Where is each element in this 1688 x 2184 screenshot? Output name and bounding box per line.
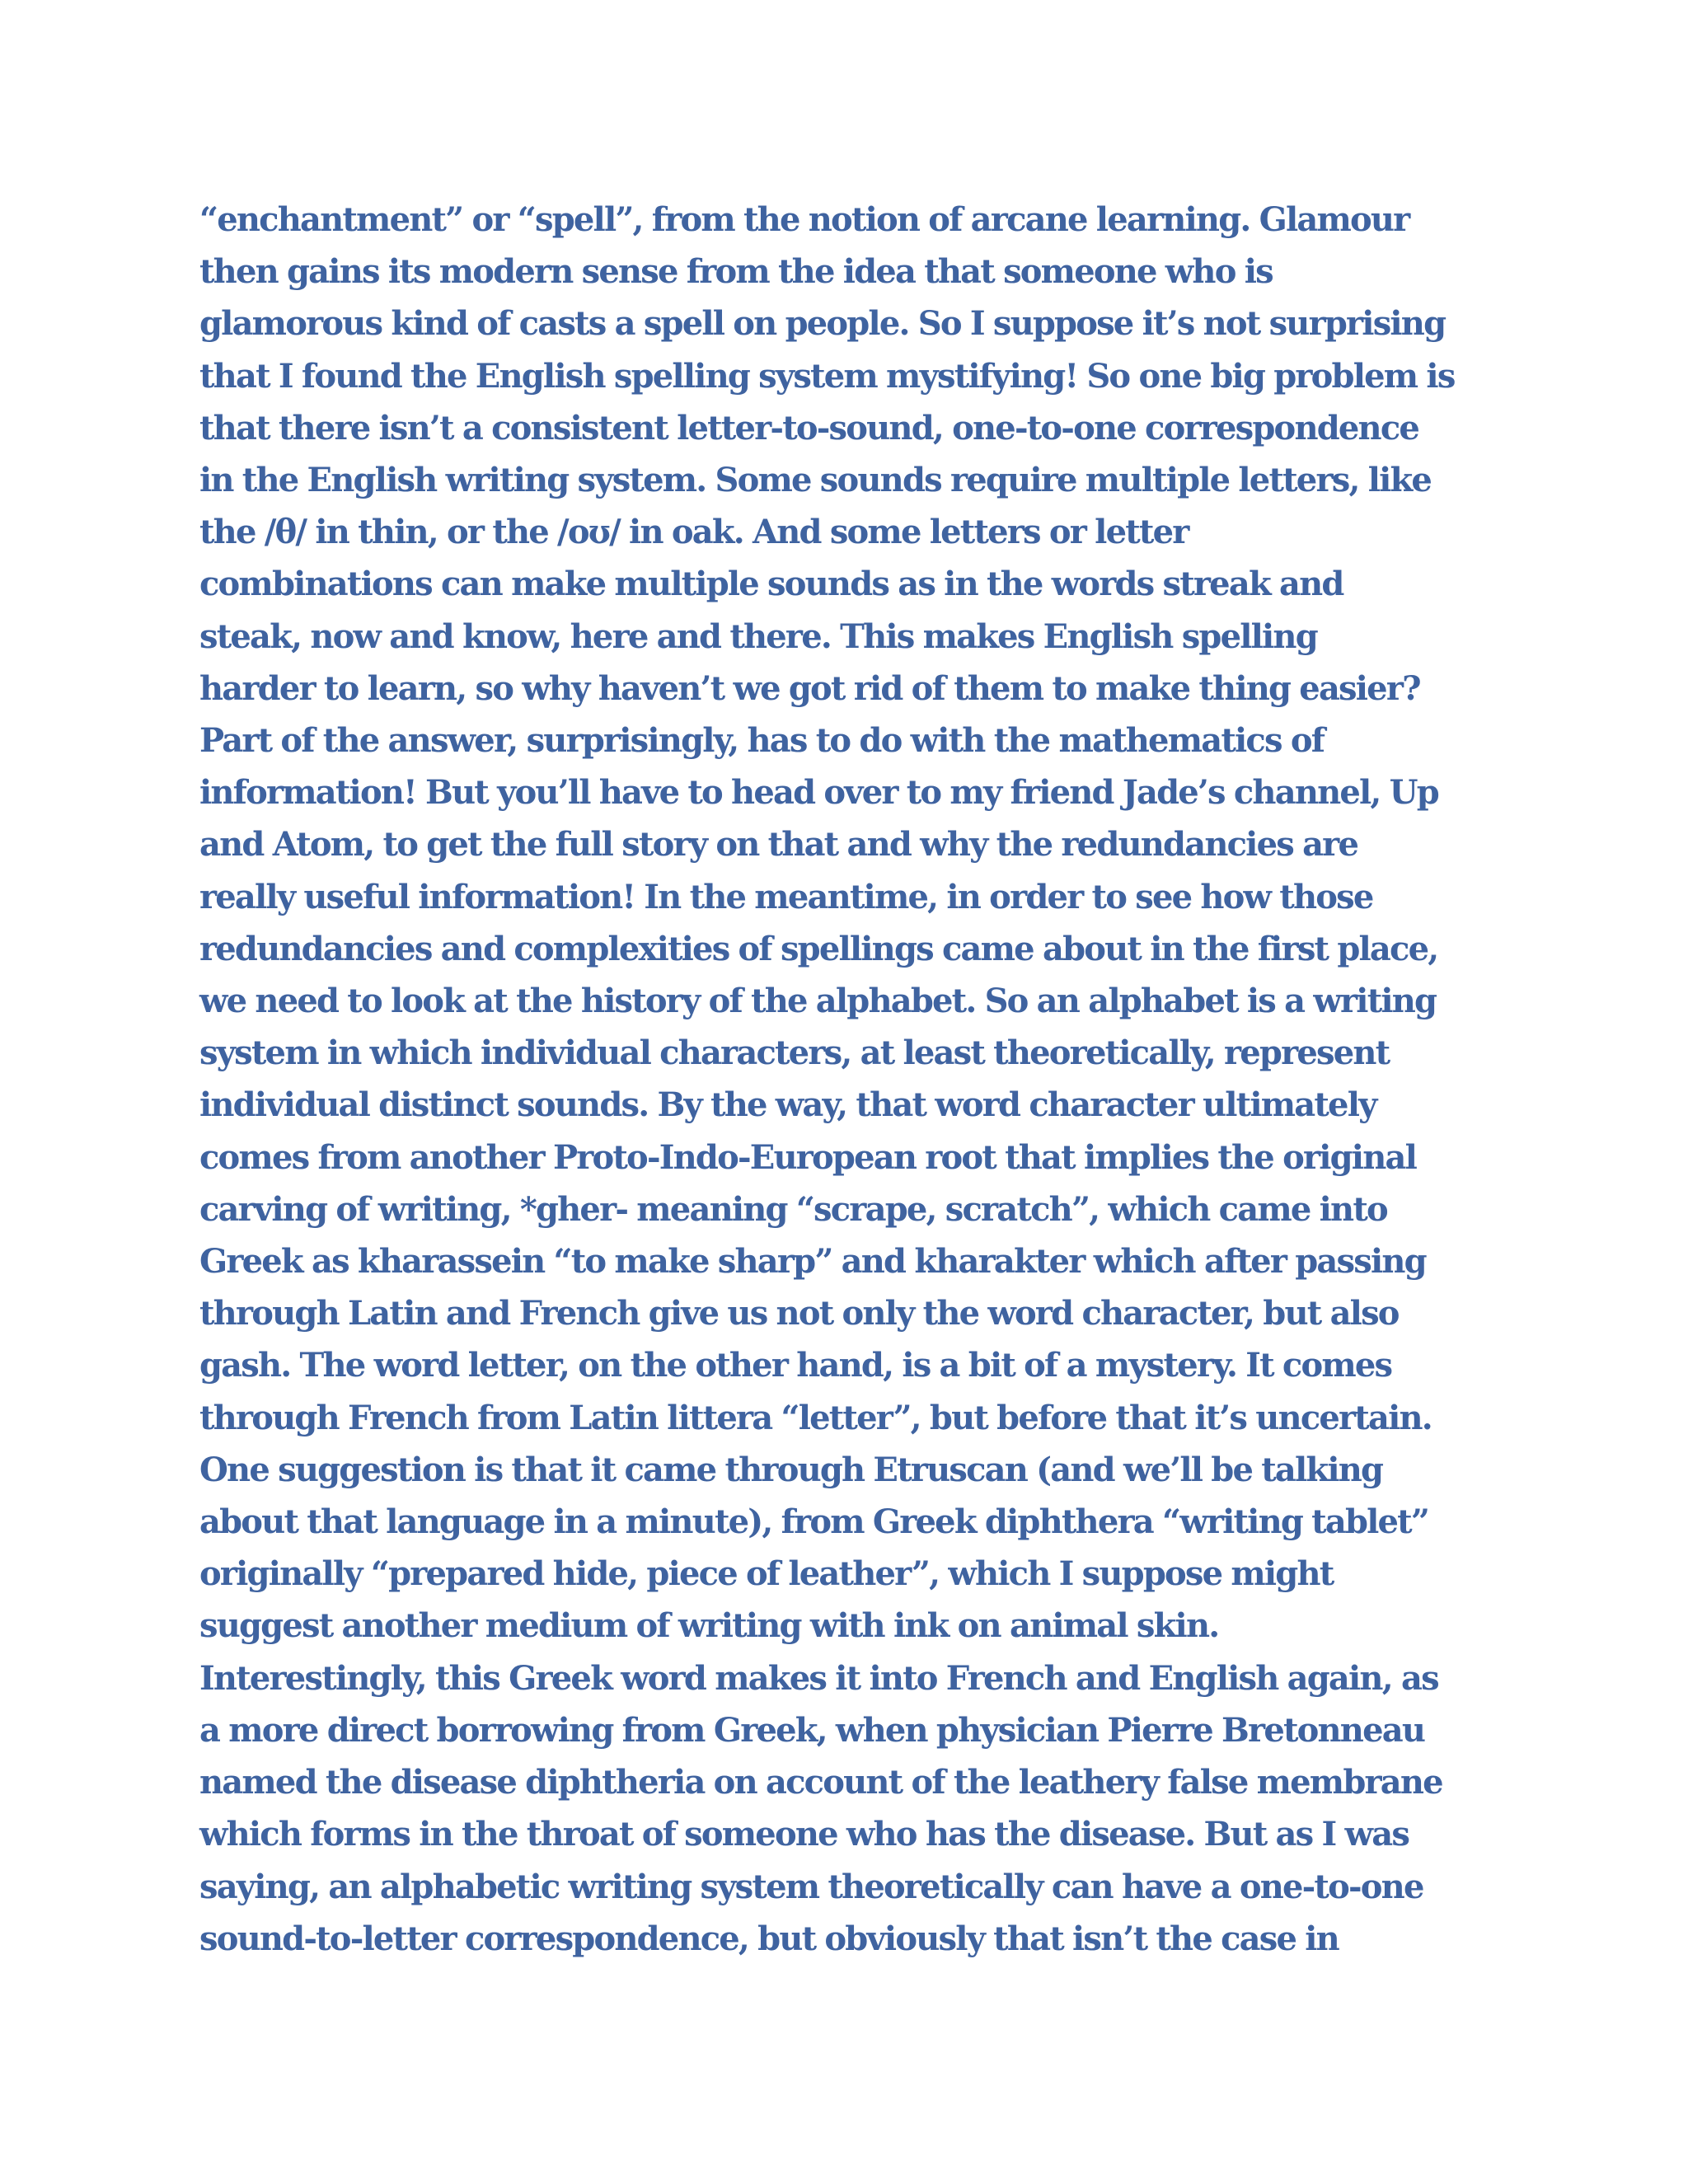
text-line: combinations can make multiple sounds as in the words streak and [199,565,1343,604]
text-line: and Atom, to get the full story on that and why the redundancies are [199,825,1358,865]
text-line: sound-to-letter correspondence, but obviously that isn’t the case in [199,1919,1339,1958]
text-line: we need to look at the history of the alphabet. So an alphabet is a writing [199,982,1437,1021]
text-line: through Latin and French give us not only the word character, but also [199,1294,1399,1333]
text-line: saying, an alphabetic writing system theoretically can have a one-to-one [199,1867,1423,1906]
text-line: about that language in a minute), from Greek diphthera “writing tablet” [199,1502,1429,1542]
text-line: which forms in the throat of someone who has the disease. But as I was [199,1815,1409,1854]
text-line: carving of writing, *gher- meaning “scrape, scratch”, which came into [199,1189,1387,1229]
text-line: Part of the answer, surprisingly, has to do with the mathematics of [199,721,1325,761]
text-line: redundancies and complexities of spellings came about in the first place, [199,929,1438,968]
text-line: Interestingly, this Greek word makes it into French and English again, as [199,1658,1438,1698]
text-line: really useful information! In the meantime, in order to see how those [199,877,1373,916]
text-line: One suggestion is that it came through Etruscan (and we’ll be talking [199,1450,1383,1489]
text-line: gash. The word letter, on the other hand, is a bit of a mystery. It comes [199,1346,1392,1385]
text-line: Greek as kharassein “to make sharp” and kharakter which after passing [199,1242,1426,1282]
text-line: through French from Latin littera “letter”, but before that it’s uncertain. [199,1398,1432,1437]
text-line: harder to learn, so why haven’t we got rid of them to make thing easier? [199,668,1420,708]
text-line: “enchantment” or “spell”, from the notion of arcane learning. Glamour [199,200,1409,239]
text-line: named the disease diphtheria on account of the leathery false membrane [199,1763,1442,1802]
text-line: steak, now and know, here and there. This makes English spelling [199,616,1317,656]
text-line: information! But you’ll have to head over to my friend Jade’s channel, Up [199,773,1438,813]
text-line: suggest another medium of writing with ink on animal skin. [199,1606,1219,1646]
text-line: comes from another Proto-Indo-European root that implies the original [199,1137,1416,1177]
text-line: that there isn’t a consistent letter-to-sound, one-to-one correspondence [199,408,1419,448]
text-line: then gains its modern sense from the idea that someone who is [199,252,1273,292]
text-line: a more direct borrowing from Greek, when physician Pierre Bretonneau [199,1710,1425,1750]
text-line: system in which individual characters, at least theoretically, represent [199,1033,1390,1073]
body-text [199,194,1535,1965]
text-line: in the English writing system. Some sounds require multiple letters, like [199,461,1432,500]
text-line: originally “prepared hide, piece of leather”, which I suppose might [199,1554,1334,1594]
text-line: individual distinct sounds. By the way, that word character ultimately [199,1085,1376,1125]
text-line: glamorous kind of casts a spell on people. So I suppose it’s not surprising [199,304,1446,344]
text-line: the /θ/ in thin, or the /oʊ/ in oak. And some letters or letter [199,513,1189,552]
text-line: that I found the English spelling system mystifying! So one big problem is [199,356,1455,396]
